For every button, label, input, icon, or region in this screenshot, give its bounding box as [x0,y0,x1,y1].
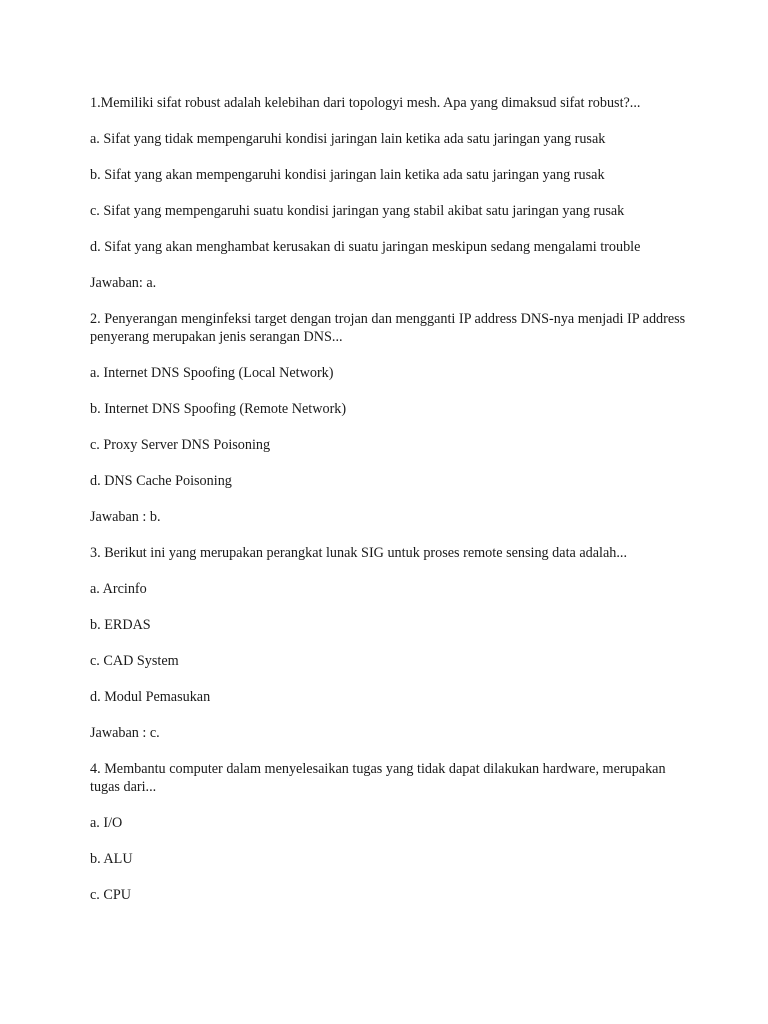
question-2-option-a: a. Internet DNS Spoofing (Local Network) [90,365,334,381]
question-4-option-c: c. CPU [90,887,131,903]
question-4-text: 4. Membantu computer dalam menyelesaikan tugas yang tidak dapat dilakukan hardware, merupakan tugas dari... [90,761,666,795]
question-3-option-d: d. Modul Pemasukan [90,689,211,705]
question-4-option-b: b. ALU [90,851,133,867]
question-1-option-c: c. Sifat yang mempengaruhi suatu kondisi jaringan yang stabil akibat satu jaringan yang rusak [90,203,625,219]
question-2-option-d: d. DNS Cache Poisoning [90,473,232,489]
question-2-option-b: b. Internet DNS Spoofing (Remote Network) [90,401,347,417]
question-3-answer: Jawaban : c. [90,725,160,741]
question-1-text: 1.Memiliki sifat robust adalah kelebihan dari topologyi mesh. Apa yang dimaksud sifat robust?... [90,95,641,111]
question-1-option-b: b. Sifat yang akan mempengaruhi kondisi jaringan lain ketika ada satu jaringan yang rusak [90,167,605,183]
question-4-option-a: a. I/O [90,815,123,831]
question-1-option-a: a. Sifat yang tidak mempengaruhi kondisi jaringan lain ketika ada satu jaringan yang rusak [90,131,606,147]
question-1-answer: Jawaban: a. [90,275,157,291]
question-3-text: 3. Berikut ini yang merupakan perangkat lunak SIG untuk proses remote sensing data adalah... [90,545,628,561]
question-3-option-a: a. Arcinfo [90,581,147,597]
question-3-option-b: b. ERDAS [90,617,151,633]
question-2-option-c: c. Proxy Server DNS Poisoning [90,437,271,453]
question-1-option-d: d. Sifat yang akan menghambat kerusakan di suatu jaringan meskipun sedang mengalami trouble [90,239,641,255]
question-2-text: 2. Penyerangan menginfeksi target dengan trojan dan mengganti IP address DNS-nya menjadi IP address penyerang merupakan jenis serangan DNS... [90,311,686,345]
question-3-option-c: c. CAD System [90,653,179,669]
question-2-answer: Jawaban : b. [90,509,161,525]
